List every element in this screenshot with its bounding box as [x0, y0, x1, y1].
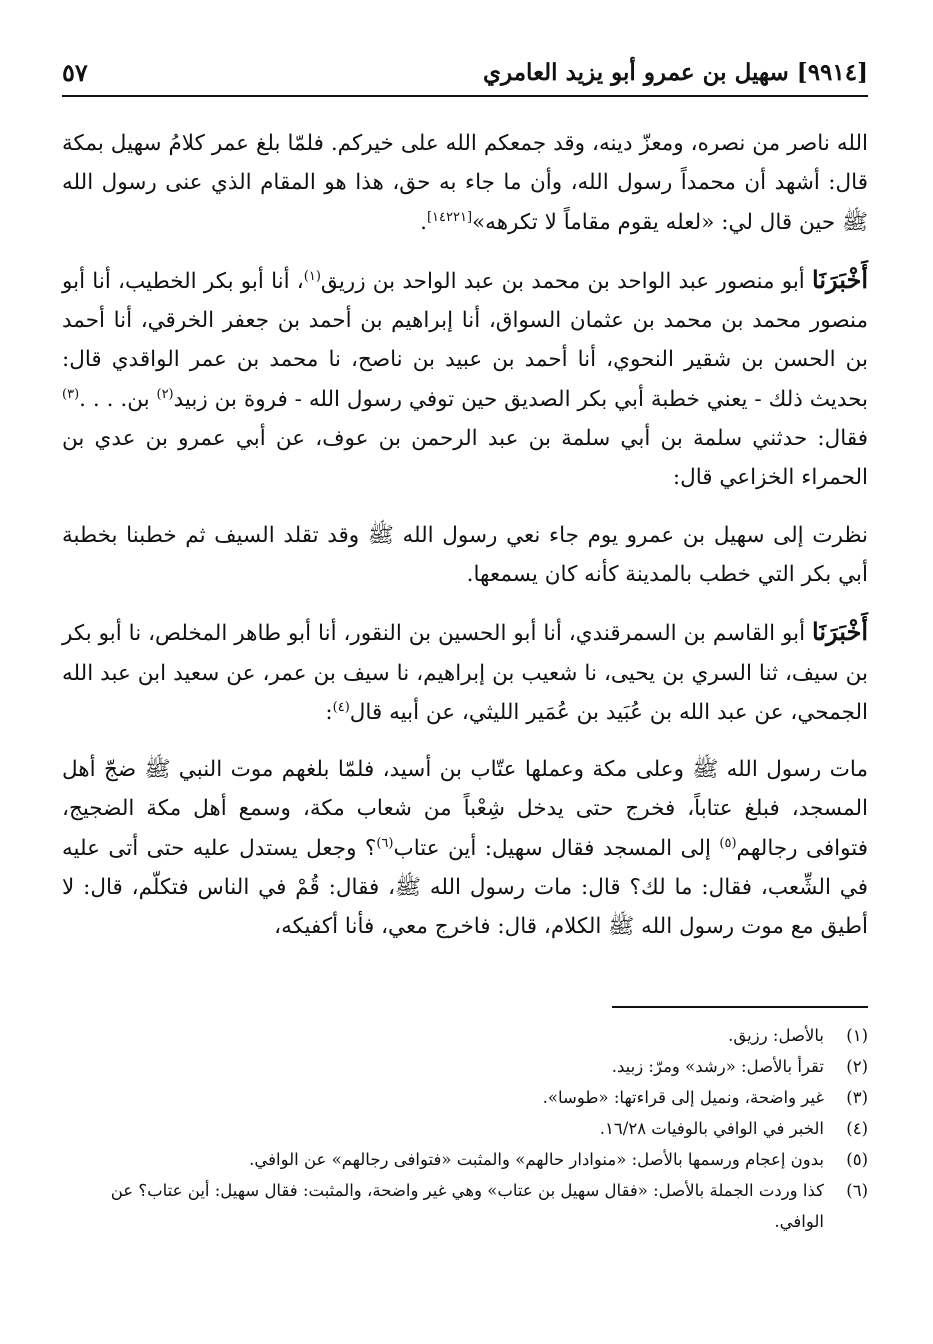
- footnote-number: (١): [846, 1026, 868, 1045]
- paragraph-gap: [62, 732, 868, 750]
- text-run: :: [325, 699, 333, 725]
- paragraph: [62, 750, 868, 946]
- footnote-text: الخبر في الوافي بالوفيات ١٦/٢٨.: [599, 1119, 824, 1138]
- running-header: [62, 52, 868, 92]
- footnote: [62, 1082, 868, 1113]
- page-number: ٥٧: [62, 57, 88, 87]
- header-rule: [62, 95, 868, 97]
- text-run: إلى المسجد فقال سهيل: أين عتاب: [393, 835, 720, 861]
- text-run: ؟ وجعل يستدل عليه حتى أتى عليه في الشِّعب، فقال: ما لك؟ قال: مات رسول الله ﷺ، فقال: قُمْ في الناس فتكلّم، قال: لا أطيق مع موت رسول الله ﷺ الكلام، قال: فاخرج معي، فأنا أكفيكه،: [62, 835, 868, 940]
- footnote: [62, 1175, 868, 1237]
- text-run: .: [420, 209, 427, 235]
- text-run: مات رسول الله ﷺ وعلى مكة وعملها عتّاب بن أسيد، فلمّا بلغهم موت النبي ﷺ ضجّ أهل المسجد، فبلغ عتاباً، فخرج حتى يدخل شِعْباً من شعاب مكة، وسمع أهل مكة الضجيج، فتوافى رجالهم: [62, 757, 869, 861]
- text-run: الله ناصر من نصره، ومعزّ دينه، وقد جمعكم الله على خيركم. فلمّا بلغ عمر كلامُ سهيل بمكة قال:: [62, 131, 868, 196]
- footnote-text: بالأصل: رزيق.: [728, 1026, 824, 1045]
- text-run: فقال: حدثني سلمة بن أبي سلمة بن عبد الرحمن بن عوف، عن أبي عمرو بن عدي بن الحمراء الخزاعي قال:: [62, 426, 868, 491]
- footnote-number: (٥): [846, 1150, 868, 1169]
- text-run: نظرت إلى سهيل بن عمرو يوم جاء نعي رسول الله ﷺ وقد تقلد السيف ثم خطبنا بخطبة أبي بكر التي خطب بالمدينة كأنه كان يسمعها.: [62, 522, 868, 587]
- text-run: ، أنا أبو بكر الخطيب، أنا أبو منصور محمد بن محمد بن عثمان السواق، أنا إبراهيم بن أحمد بن جعفر الخرقي، أنا أحمد بن الحسن بن شقير النحوي، أنا أحمد بن عبيد بن ناصح، نا محمد بن عمر الواقدي قال: بحديث ذلك - يعني خطبة أبي بكر الصديق حين توفي رسول الله - فروة بن زبيد: [62, 268, 868, 412]
- paragraph: [62, 516, 868, 595]
- footnote-text: تقرأ بالأصل: «رشد» ومرّ: زبيد.: [611, 1057, 824, 1076]
- footnote: [62, 1113, 868, 1144]
- running-title: [٩٩١٤] سهيل بن عمرو أبو يزيد العامري: [483, 58, 868, 86]
- footnote-number: (٢): [846, 1057, 868, 1076]
- footnote-ref: (١): [303, 268, 321, 284]
- isnad-lead-word: أَخْبَرَنَا: [812, 617, 868, 647]
- paragraph-gap: [62, 242, 868, 260]
- footnote-number: (٣): [846, 1088, 868, 1107]
- footnote-number: (٦): [846, 1181, 868, 1200]
- paragraph-gap: [62, 594, 868, 612]
- main-text: [62, 124, 868, 947]
- footnotes: [62, 1020, 868, 1237]
- footnote-separator: [612, 1006, 868, 1008]
- footnote: [62, 1144, 868, 1175]
- isnad-lead-word: أَخْبَرَنَا: [812, 264, 868, 294]
- footnote-ref: (٢): [156, 386, 174, 402]
- paragraph: [62, 612, 868, 732]
- text-run: أبو القاسم بن السمرقندي، أنا أبو الحسين بن النقور، أنا أبو طاهر المخلص، نا أبو بكر بن سيف، ثنا السري بن يحيى، نا شعيب بن إبراهيم، نا سيف بن عمر، عن سعيد ابن عبد الله الجمحي، عن عبد الله بن عُبَيد بن عُمَير الليثي، عن أبيه قال: [62, 621, 868, 725]
- paragraph: [62, 260, 868, 498]
- text-run: بن. . . .: [79, 386, 157, 412]
- footnote-ref: (٣): [62, 386, 80, 402]
- paragraph-gap: [62, 498, 868, 516]
- footnote-ref: (٥): [719, 835, 737, 851]
- footnote-text: بدون إعجام ورسمها بالأصل: «منوادار حالهم» والمثبت «فتوافى رجالهم» عن الوافي.: [249, 1150, 824, 1169]
- footnote: [62, 1020, 868, 1051]
- footnote-number: (٤): [846, 1119, 868, 1138]
- footnote-ref: [١٤٢٢١]: [426, 209, 473, 225]
- footnote-ref: (٤): [332, 699, 350, 715]
- text-run: أشهد أن محمداً رسول الله، وأن ما جاء به حق، هذا هو المقام الذي عنى رسول الله ﷺ حين قال لي: «لعله يقوم مقاماً لا تكرهه»: [62, 170, 868, 235]
- footnote-ref: (٦): [376, 835, 394, 851]
- paragraph: [62, 124, 868, 242]
- footnote-text: كذا وردت الجملة بالأصل: «فقال سهيل بن عتاب» وهي غير واضحة، والمثبت: فقال سهيل: أين عتاب؟ عن الوافي.: [110, 1181, 824, 1231]
- footnote-text: غير واضحة، ونميل إلى قراءتها: «طوسا».: [542, 1088, 824, 1107]
- text-run: أبو منصور عبد الواحد بن محمد بن عبد الواحد بن زريق: [320, 268, 813, 294]
- footnote: [62, 1051, 868, 1082]
